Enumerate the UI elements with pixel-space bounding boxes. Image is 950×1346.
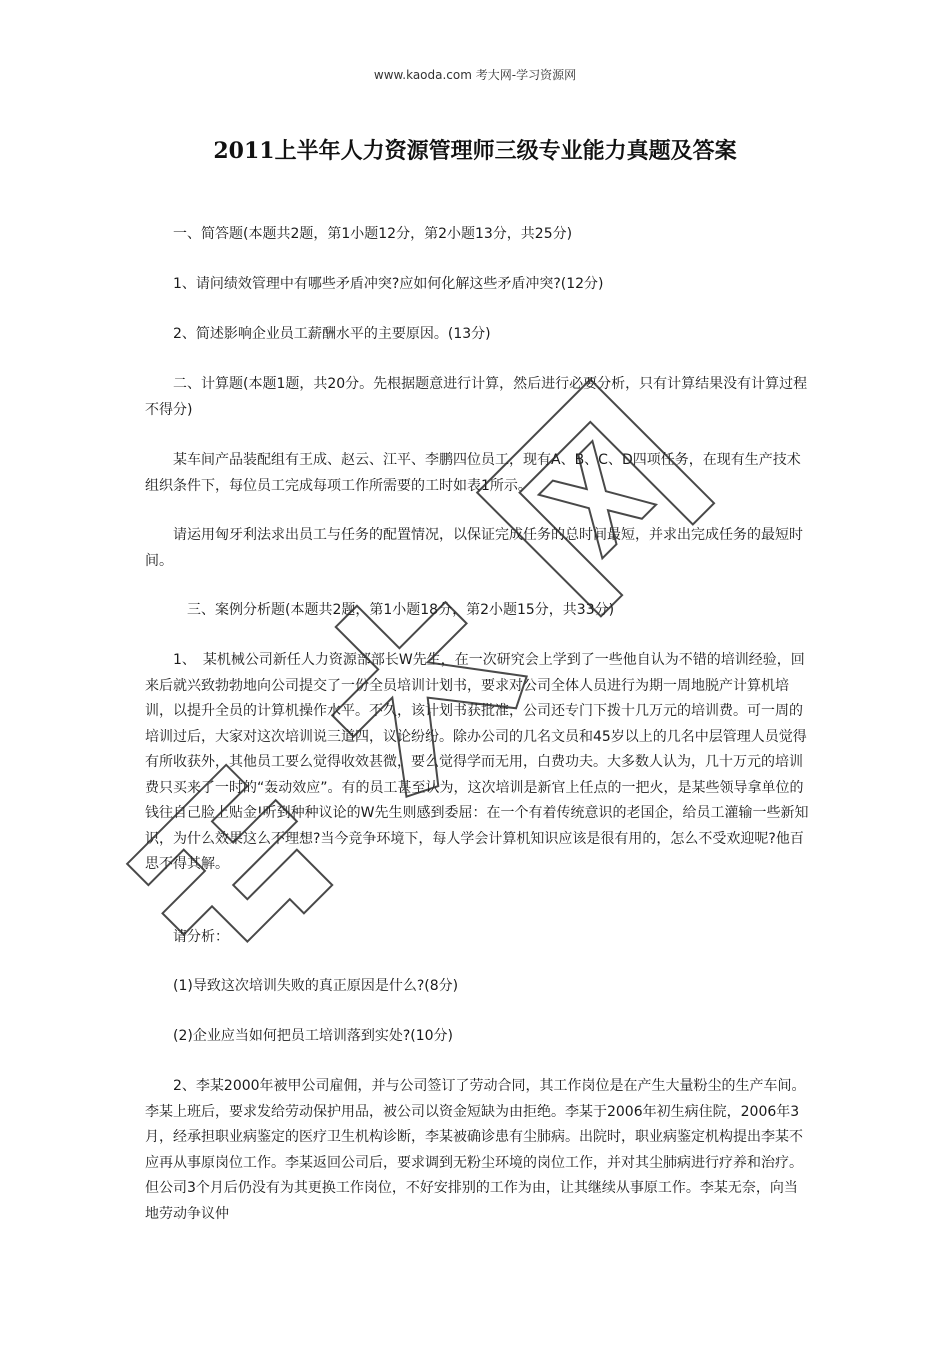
site-header[interactable]: www.kaoda.com 考大网-学习资源网 bbox=[373, 68, 577, 82]
section2-heading: 二、计算题(本题1题，共20分。先根据题意进行计算，然后进行必要分析，只有计算结果没有计算过程不得分) bbox=[145, 376, 808, 418]
case-1-body: 1、 某机械公司新任人力资源部部长W先生，在一次研究会上学到了一些他自认为不错的培训经验，回来后就兴致勃勃地向公司提交了一份全员培训计划书，要求对公司全体人员进行为期一周地脱产计算机培训，以提升全员的计算机操作水平。不久，该计划书获批准，公司还专门下拨十几万元的培训费。可一周的培训过后，大家对这次培训说三道四，议论纷纷。除办公司的几名文员和45岁以上的几名中层管理人员觉得有所收获外，其他员工要么觉得收效甚微，要么觉得学而无用，白费功夫。大多数人认为，几十万元的培训费只买来了一时的“轰动效应”。有的员工甚至认为，这次培训是新官上任点的一把火，是某些领导拿单位的钱往自己脸上贴金!听到种种议论的W先生则感到委屈：在一个有着传统意识的老国企，给员工灌输一些新知识，为什么效果这么不理想?当今竞争环境下，每人学会计算机知识应该是很有用的，怎么不受欢迎呢?他百思不得其解。 bbox=[145, 652, 809, 872]
case-1-question-2: (2)企业应当如何把员工培训落到实处?(10分) bbox=[173, 1028, 453, 1044]
section1-question-1: 1、请问绩效管理中有哪些矛盾冲突?应如何化解这些矛盾冲突?(12分) bbox=[173, 276, 604, 292]
analysis-prompt: 请分析： bbox=[173, 929, 229, 945]
case-1-question-1: (1)导致这次培训失败的真正原因是什么?(8分) bbox=[173, 978, 459, 994]
section2-body-2: 请运用匈牙利法求出员工与任务的配置情况，以保证完成任务的总时间最短，并求出完成任务的最短时间。 bbox=[145, 527, 803, 569]
section1-question-2: 2、简述影响企业员工薪酬水平的主要原因。(13分) bbox=[173, 326, 491, 342]
case-2-body: 2、李某2000年被甲公司雇佣，并与公司签订了劳动合同，其工作岗位是在产生大量粉尘的生产车间。李某上班后，要求发给劳动保护用品，被公司以资金短缺为由拒绝。李某于2006年初生病住院，2006年3月，经承担职业病鉴定的医疗卫生机构诊断，李某被确诊患有尘肺病。出院时，职业病鉴定机构提出李某不应再从事原岗位工作。李某返回公司后，要求调到无粉尘环境的岗位工作，并对其尘肺病进行疗养和治疗。但公司3个月后仍没有为其更换工作岗位，不好安排别的工作为由，让其继续从事原工作。李某无奈，向当地劳动争议仲 bbox=[145, 1078, 806, 1222]
section3-heading: 三、案例分析题(本题共2题，第1小题18分，第2小题15分，共33分) bbox=[187, 602, 615, 618]
page-title: 2011上半年人力资源管理师三级专业能力真题及答案 bbox=[213, 138, 737, 164]
section1-heading: 一、简答题(本题共2题，第1小题12分，第2小题13分，共25分) bbox=[173, 226, 573, 242]
section2-body-1: 某车间产品装配组有王成、赵云、江平、李鹏四位员工，现有A、B、C、D四项任务，在现有生产技术组织条件下，每位员工完成每项工作所需要的工时如表1所示。 bbox=[145, 452, 801, 494]
